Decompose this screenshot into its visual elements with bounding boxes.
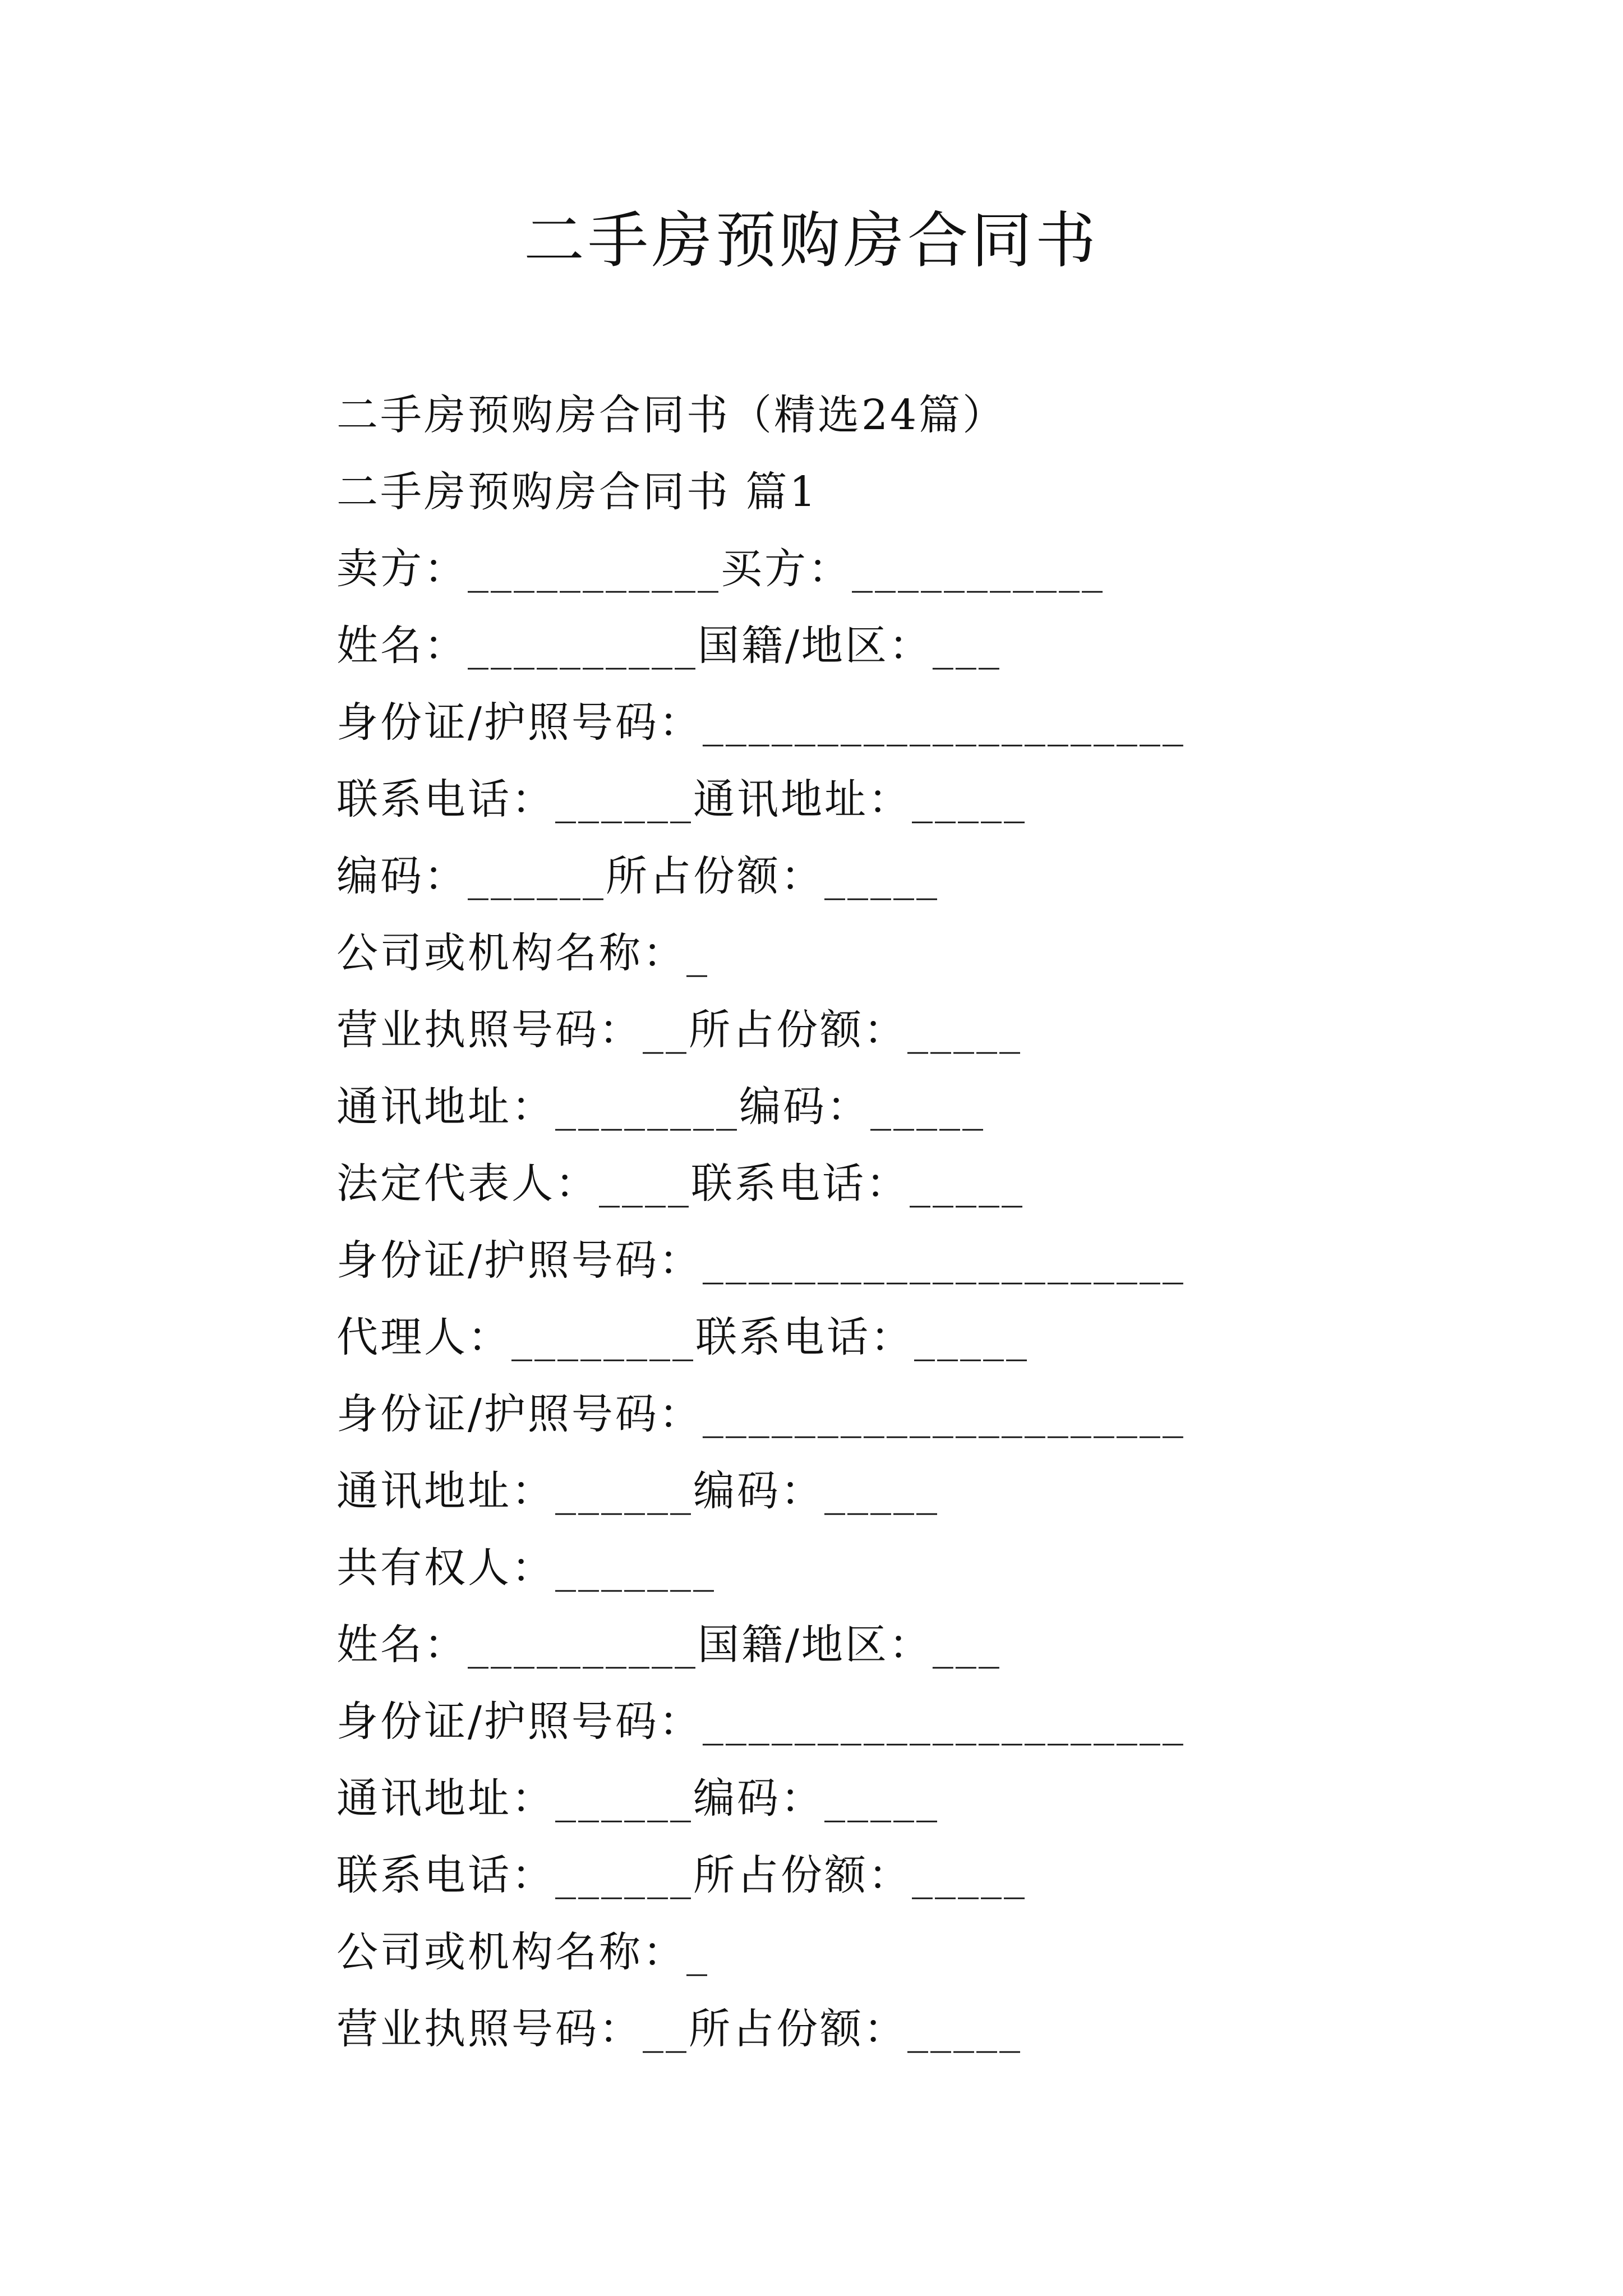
- form-line-id-passport: 身份证/护照号码：_____________________: [336, 1236, 1186, 1285]
- form-line-address-code: 通讯地址：________编码：_____: [336, 1083, 985, 1131]
- document-title: 二手房预购房合同书: [523, 206, 1099, 276]
- form-line-company-name: 公司或机构名称：_: [336, 1928, 709, 1976]
- form-line-code-share: 编码：______所占份额：_____: [336, 852, 939, 900]
- form-line-license-share: 营业执照号码：__所占份额：_____: [336, 1006, 1022, 1054]
- form-line-company-name: 公司或机构名称：_: [336, 929, 709, 977]
- form-line-id-passport: 身份证/护照号码：_____________________: [336, 698, 1186, 747]
- section-heading: 二手房预购房合同书 篇1: [336, 468, 818, 516]
- form-line-name-nationality: 姓名：__________国籍/地区：___: [336, 622, 1002, 670]
- form-line-name-nationality: 姓名：__________国籍/地区：___: [336, 1621, 1002, 1669]
- form-line-agent-phone: 代理人：________联系电话：_____: [336, 1313, 1029, 1361]
- form-line-phone-address: 联系电话：______通讯地址：_____: [336, 775, 1027, 823]
- form-line-co-owner: 共有权人：_______: [336, 1544, 716, 1592]
- form-line-address-code: 通讯地址：______编码：_____: [336, 1774, 939, 1823]
- form-line-address-code: 通讯地址：______编码：_____: [336, 1467, 939, 1515]
- form-line-phone-share: 联系电话：______所占份额：_____: [336, 1851, 1027, 1899]
- form-line-id-passport: 身份证/护照号码：_____________________: [336, 1697, 1186, 1746]
- form-line-seller-buyer: 卖方：___________买方：___________: [336, 545, 1105, 593]
- form-line-license-share: 营业执照号码：__所占份额：_____: [336, 2005, 1022, 2053]
- form-line-legal-rep-phone: 法定代表人：____联系电话：_____: [336, 1159, 1025, 1208]
- subtitle-line: 二手房预购房合同书（精选24篇）: [336, 391, 1007, 439]
- form-line-id-passport: 身份证/护照号码：_____________________: [336, 1390, 1186, 1438]
